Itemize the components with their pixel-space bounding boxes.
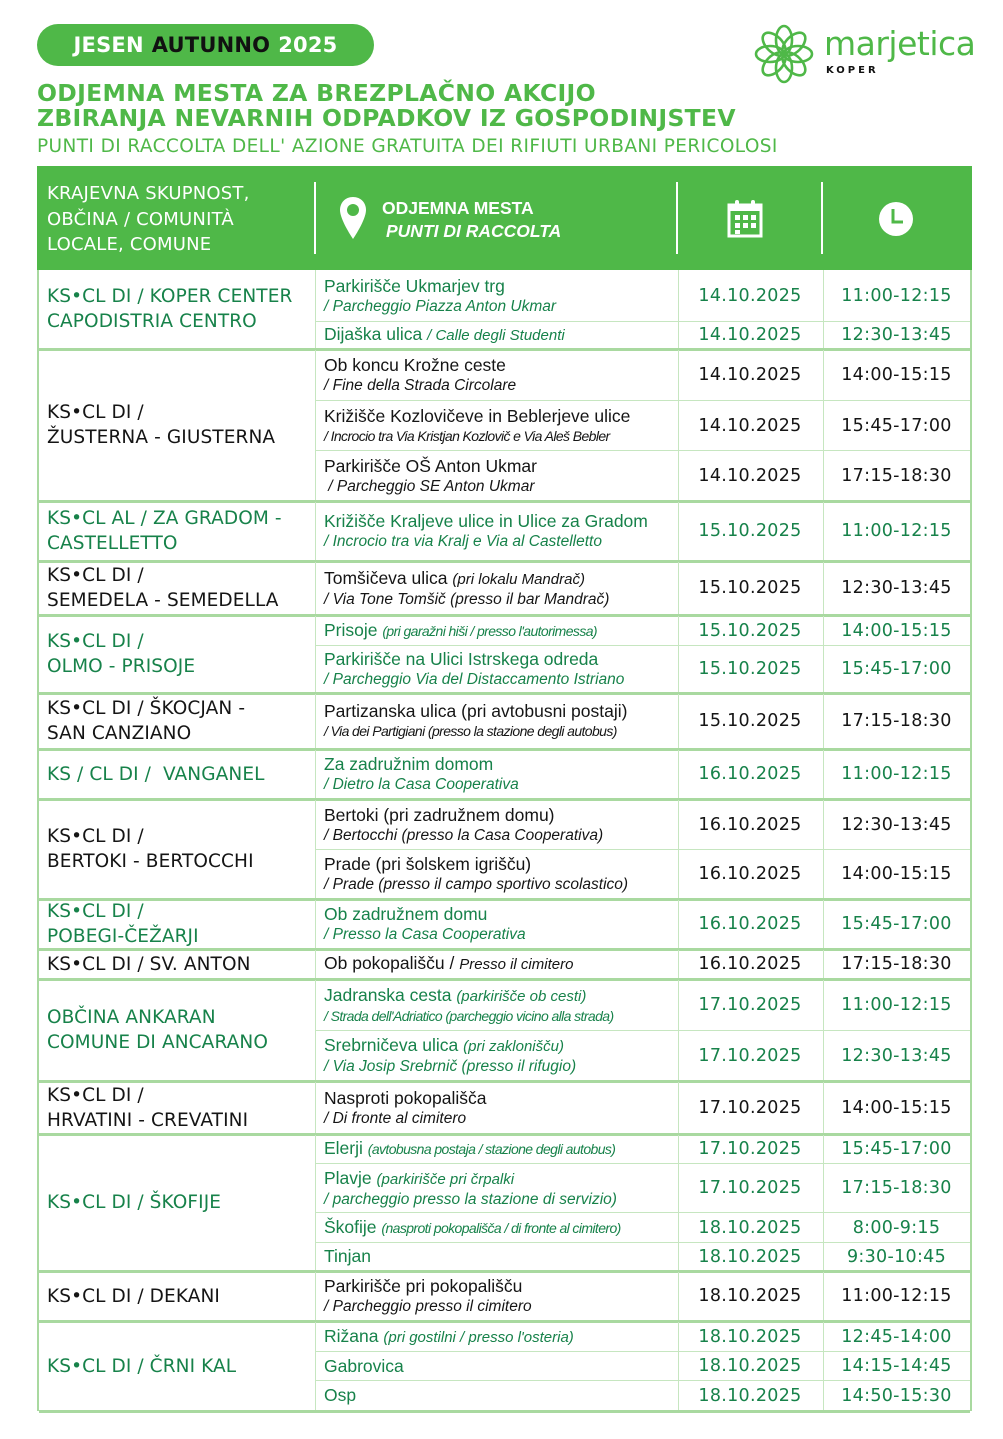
area-group <box>39 900 970 951</box>
area-name <box>39 800 315 898</box>
collection-date: 18.10.2025 <box>698 1326 802 1347</box>
collection-date: 17.10.2025 <box>698 1178 802 1198</box>
place-primary <box>324 1385 676 1406</box>
table-row <box>316 1351 970 1380</box>
place-name-it: / Parcheggio Via del Distaccamento Istriano <box>324 671 625 688</box>
collection-date: 16.10.2025 <box>698 914 802 934</box>
collection-point <box>324 1352 676 1380</box>
place-primary <box>324 649 676 670</box>
place-primary <box>324 1246 676 1267</box>
table-row <box>316 849 970 898</box>
column-header-place-sl: ODJEMNA MESTA <box>382 198 534 218</box>
place-primary <box>324 854 676 875</box>
place-primary <box>324 985 676 1007</box>
place-name-it: / Presso la Casa Cooperativa <box>324 926 526 943</box>
place-name-sl: Parkirišče OŠ Anton Ukmar <box>324 455 537 476</box>
season-badge <box>37 24 374 66</box>
title-sl-line1: ODJEMNA MESTA ZA BREZPLAČNO AKCIJO <box>37 79 596 107</box>
place-primary <box>324 324 676 346</box>
collection-point <box>324 850 676 898</box>
collection-date: 14.10.2025 <box>698 325 802 345</box>
collection-point <box>324 750 676 798</box>
area-group <box>39 694 970 751</box>
area-name <box>39 900 315 948</box>
area-group <box>39 950 970 981</box>
collection-date: 14.10.2025 <box>698 365 802 385</box>
area-group <box>39 1082 970 1136</box>
place-name-sl: Ob zadružnem domu <box>324 904 488 924</box>
place-name-it: / Incrocio tra Via Kristjan Kozlovič e Via Aleš Bebler <box>324 427 610 444</box>
area-group <box>39 800 970 901</box>
area-name-line: KS•CL DI / ŠKOFIJE <box>47 1192 222 1213</box>
place-name-it: / Strada dell'Adriatico (parcheggio vicino alla strada) <box>324 1007 614 1024</box>
place-primary <box>324 1217 676 1239</box>
collection-time: 14:50-15:30 <box>841 1385 952 1406</box>
collection-time: 12:30-13:45 <box>841 814 952 835</box>
place-primary <box>324 904 676 925</box>
place-name-it: / Fine della Strada Circolare <box>324 377 517 394</box>
place-note: (parkirišče ob cesti) <box>456 987 587 1005</box>
collection-date: 17.10.2025 <box>698 1139 802 1159</box>
place-primary <box>324 276 676 297</box>
place-name-it: / Dietro la Casa Cooperativa <box>324 776 519 793</box>
table-row <box>316 502 970 560</box>
collection-time: 12:30-13:45 <box>841 578 952 598</box>
collection-time: 11:00-12:15 <box>841 764 952 784</box>
collection-date: 14.10.2025 <box>698 285 802 306</box>
collection-time: 15:45-17:00 <box>841 415 952 436</box>
place-name-it: / Parcheggio presso il cimitero <box>324 1298 532 1315</box>
place-name-sl: Parkirišče Ukmarjev trg <box>324 275 505 296</box>
place-name-sl: Križišče Kozlovičeve in Beblerjeve ulice <box>324 405 631 426</box>
collection-date: 15.10.2025 <box>698 659 802 679</box>
place-primary <box>324 1138 676 1160</box>
collection-date: 14.10.2025 <box>698 465 802 486</box>
collection-point <box>324 900 676 948</box>
place-note: (pri zaklonišču) <box>463 1038 564 1055</box>
place-name-sl: Partizanska ulica (pri avtobusni postaji) <box>324 701 628 721</box>
collection-point <box>324 1322 676 1351</box>
place-name-sl: Jadranska cesta <box>324 984 452 1005</box>
logo-subtitle: KOPER <box>826 65 879 76</box>
collection-time: 11:00-12:15 <box>841 521 952 541</box>
area-group <box>39 980 970 1083</box>
collection-point <box>324 1082 676 1133</box>
collection-point <box>324 350 676 400</box>
collection-point <box>324 694 676 748</box>
area-group <box>39 1322 970 1413</box>
table-row <box>316 750 970 798</box>
place-name-sl: Parkirišče na Ulici Istrskega odreda <box>324 649 599 669</box>
collection-date: 15.10.2025 <box>698 620 802 641</box>
place-note: (pri gostilni / presso l'osteria) <box>383 1328 574 1346</box>
collection-date: 15.10.2025 <box>698 578 802 598</box>
collection-point <box>324 270 676 321</box>
collection-time: 11:00-12:15 <box>841 995 952 1015</box>
place-primary <box>324 406 676 427</box>
area-name <box>39 1272 315 1320</box>
place-primary <box>324 754 676 775</box>
table-row <box>316 1082 970 1133</box>
area-name <box>39 1322 315 1410</box>
collection-date: 16.10.2025 <box>698 864 802 884</box>
collection-time: 14:00-15:15 <box>841 365 952 385</box>
collection-time: 12:30-13:45 <box>841 1045 952 1066</box>
collection-time: 17:15-18:30 <box>841 1178 952 1198</box>
collection-point <box>324 1031 676 1080</box>
table-row <box>316 1030 970 1080</box>
area-name <box>39 562 315 614</box>
collection-point <box>324 1272 676 1320</box>
collection-date: 16.10.2025 <box>698 954 802 974</box>
place-primary <box>324 620 676 642</box>
table-row <box>316 616 970 645</box>
collection-time: 12:30-13:45 <box>841 325 952 345</box>
area-group <box>39 350 970 503</box>
place-name-sl: Tomšičeva ulica <box>324 567 448 588</box>
collection-time: 14:00-15:15 <box>841 864 952 884</box>
collection-point <box>324 451 676 500</box>
area-name <box>39 750 315 798</box>
marjetica-logo <box>752 22 976 82</box>
area-name-line: KS•CL DI / <box>47 826 144 847</box>
area-name <box>39 1082 315 1133</box>
logo-wordmark: marjetica <box>824 24 976 63</box>
area-name-line: KS•CL AL / ZA GRADOM - <box>47 508 282 529</box>
collection-date: 18.10.2025 <box>698 1246 802 1267</box>
table-row <box>316 562 970 614</box>
collection-point <box>324 562 676 614</box>
collection-date: 16.10.2025 <box>698 814 802 835</box>
flower-icon <box>752 22 816 86</box>
collection-date: 18.10.2025 <box>698 1286 802 1306</box>
place-name-it: / Di fronte al cimitero <box>324 1109 467 1127</box>
collection-point <box>324 401 676 450</box>
place-note: (pri garažni hiši / presso l'autorimessa) <box>382 622 597 639</box>
place-name-sl: Tinjan <box>324 1246 372 1266</box>
area-group <box>39 750 970 801</box>
place-primary <box>324 1168 676 1190</box>
collection-time: 9:30-10:45 <box>846 1246 947 1267</box>
area-name-line: HRVATINI - CREVATINI <box>47 1109 249 1131</box>
area-name <box>39 950 315 978</box>
area-name-line: SAN CANZIANO <box>47 723 192 744</box>
area-name-line: KS•CL DI / KOPER CENTER <box>47 286 293 307</box>
collection-time: 8:00-9:15 <box>852 1217 941 1238</box>
area-name-line: KS•CL DI / <box>47 565 144 586</box>
table-row <box>316 980 970 1030</box>
season-it: AUTUNNO <box>151 33 271 57</box>
collection-date: 16.10.2025 <box>698 764 802 784</box>
place-name-sl: Prade (pri šolskem igrišču) <box>324 854 532 874</box>
place-primary <box>324 805 676 826</box>
table-row <box>316 400 970 450</box>
area-name <box>39 502 315 560</box>
area-name-line: KS•CL DI / SV. ANTON <box>47 953 251 975</box>
place-primary <box>324 1356 676 1377</box>
column-header-place-it: PUNTI DI RACCOLTA <box>386 221 562 241</box>
place-note: (nasproti pokopališča / di fronte al cimitero) <box>381 1219 621 1236</box>
collection-time: 17:15-18:30 <box>841 711 952 731</box>
collection-time: 15:45-17:00 <box>841 1139 952 1159</box>
collection-point <box>324 1135 676 1163</box>
map-pin-icon <box>339 196 367 240</box>
collection-date: 15.10.2025 <box>698 711 802 731</box>
place-primary <box>324 953 676 975</box>
area-name-line: BERTOKI - BERTOCCHI <box>47 851 254 872</box>
header-divider <box>676 182 678 254</box>
table-row <box>316 450 970 500</box>
collection-point <box>324 950 676 978</box>
area-name-line: COMUNE DI ANCARANO <box>47 1032 268 1053</box>
season-sl: JESEN <box>73 33 144 57</box>
area-name-line: KS•CL DI / <box>47 901 144 922</box>
table-row <box>316 1163 970 1212</box>
table-row <box>316 950 970 978</box>
table-row <box>316 1135 970 1163</box>
place-name-sl: Ob pokopališču / <box>324 953 455 973</box>
collection-date: 17.10.2025 <box>698 1045 802 1066</box>
table-row <box>316 694 970 748</box>
area-name <box>39 694 315 748</box>
place-name-sl: Prisoje <box>324 619 378 640</box>
place-note: (avtobusna postaja / stazione degli autobus) <box>367 1141 616 1157</box>
area-name-line: POBEGI-ČEŽARJI <box>47 926 199 947</box>
collection-point <box>324 1213 676 1242</box>
place-name-it: / Incrocio tra via Kralj e Via al Castelletto <box>324 533 602 550</box>
season-year: 2025 <box>278 33 338 57</box>
table-row <box>316 800 970 849</box>
place-name-sl: Elerji <box>324 1138 363 1158</box>
place-primary <box>324 456 676 477</box>
column-header-area-line2: OBČINA / COMUNITÀ <box>47 208 234 230</box>
collection-time: 17:15-18:30 <box>841 465 952 486</box>
table-row <box>316 1212 970 1242</box>
area-name-line: ŽUSTERNA - GIUSTERNA <box>47 427 276 448</box>
area-name-line: OLMO - PRISOJE <box>47 656 196 677</box>
area-name-line: KS•CL DI / DEKANI <box>47 1285 220 1307</box>
header-divider <box>821 182 823 254</box>
place-primary <box>324 1035 676 1057</box>
area-name-line: CAPODISTRIA CENTRO <box>47 311 257 332</box>
area-name-line: KS•CL DI / ŠKOCJAN - <box>47 698 246 719</box>
place-note: (parkirišče pri črpalki <box>376 1170 515 1188</box>
collection-date: 17.10.2025 <box>698 995 802 1015</box>
area-name-line: SEMEDELA - SEMEDELLA <box>47 590 279 611</box>
column-header-area <box>47 181 250 258</box>
place-primary <box>324 1088 676 1109</box>
title-it: PUNTI DI RACCOLTA DELL' AZIONE GRATUITA DEI RIFIUTI URBANI PERICOLOSI <box>37 136 778 157</box>
area-name <box>39 980 315 1080</box>
table-row <box>316 321 970 348</box>
collection-time: 17:15-18:30 <box>841 954 952 974</box>
place-name-sl: Gabrovica <box>324 1355 404 1376</box>
place-note: (pri lokalu Mandrač) <box>452 570 585 588</box>
table-row <box>316 900 970 948</box>
collection-point <box>324 616 676 645</box>
collection-time: 14:15-14:45 <box>841 1356 952 1376</box>
table-row <box>316 645 970 692</box>
area-name-line: KS•CL DI / <box>47 1084 144 1106</box>
collection-date: 18.10.2025 <box>698 1385 802 1406</box>
collection-time: 14:00-15:15 <box>841 620 952 641</box>
place-primary <box>324 1276 676 1297</box>
collection-date: 15.10.2025 <box>698 521 802 541</box>
collection-time: 15:45-17:00 <box>841 659 952 679</box>
collection-point <box>324 1164 676 1212</box>
collection-point <box>324 502 676 560</box>
collection-date: 14.10.2025 <box>698 415 802 436</box>
collection-point <box>324 980 676 1030</box>
place-name-sl: Parkirišče pri pokopališču <box>324 1276 523 1296</box>
area-name-line: KS / CL DI / VANGANEL <box>47 763 265 785</box>
place-name-sl: Plavje <box>324 1167 372 1188</box>
place-name-sl: Bertoki (pri zadružnem domu) <box>324 804 555 825</box>
place-primary <box>324 701 676 722</box>
place-name-it: / parcheggio presso la stazione di servizio) <box>324 1190 617 1208</box>
place-name-it: / Parcheggio SE Anton Ukmar <box>324 477 535 495</box>
calendar-icon <box>727 198 763 238</box>
collection-date: 18.10.2025 <box>698 1217 802 1238</box>
area-group <box>39 1135 970 1273</box>
area-group <box>39 616 970 695</box>
place-name-sl: Srebrničeva ulica <box>324 1035 459 1055</box>
collection-date: 18.10.2025 <box>698 1356 802 1376</box>
place-primary <box>324 511 676 532</box>
collection-date: 17.10.2025 <box>698 1097 802 1118</box>
collection-time: 11:00-12:15 <box>841 285 952 306</box>
area-name-line: KS•CL DI / <box>47 631 144 652</box>
collection-time: 14:00-15:15 <box>841 1097 952 1118</box>
table-header <box>37 166 972 270</box>
place-name-it: / Bertocchi (presso la Casa Cooperativa) <box>324 826 604 844</box>
header-divider <box>314 182 316 254</box>
collection-point <box>324 1243 676 1270</box>
collection-points-table <box>37 166 972 1411</box>
place-name-it: / Via Josip Srebrnič (presso il rifugio) <box>324 1058 577 1075</box>
place-note: Presso il cimitero <box>459 956 574 973</box>
place-name-sl: Osp <box>324 1385 357 1405</box>
table-row <box>316 1380 970 1410</box>
area-name <box>39 616 315 692</box>
collection-point <box>324 322 676 348</box>
title-sl-line2: ZBIRANJA NEVARNIH ODPADKOV IZ GOSPODINJSTEV <box>37 104 736 132</box>
collection-time: 11:00-12:15 <box>841 1286 952 1306</box>
table-row <box>316 350 970 400</box>
area-group <box>39 502 970 563</box>
column-header-area-line1: KRAJEVNA SKUPNOST, <box>47 183 250 204</box>
area-group <box>39 270 970 351</box>
area-group <box>39 562 970 617</box>
area-name <box>39 1135 315 1270</box>
place-name-sl: Rižana <box>324 1325 379 1346</box>
table-row <box>316 270 970 321</box>
table-row <box>316 1322 970 1351</box>
area-group <box>39 1272 970 1323</box>
collection-point <box>324 800 676 849</box>
place-note: / Calle degli Studenti <box>427 327 565 344</box>
collection-time: 15:45-17:00 <box>841 914 952 934</box>
place-name-it: / Parcheggio Piazza Anton Ukmar <box>324 297 557 315</box>
area-name <box>39 270 315 348</box>
place-name-it: / Via dei Partigiani (presso la stazione degli autobus) <box>324 723 617 739</box>
collection-time: 12:45-14:00 <box>841 1326 952 1347</box>
table-row <box>316 1242 970 1270</box>
place-name-sl: Dijaška ulica <box>324 324 423 344</box>
collection-point <box>324 646 676 692</box>
area-name-line: KS•CL DI / ČRNI KAL <box>47 1355 237 1377</box>
place-primary <box>324 355 676 376</box>
place-name-it: / Via Tone Tomšič (presso il bar Mandrač) <box>324 590 610 608</box>
place-name-it: / Prade (presso il campo sportivo scolastico) <box>324 876 629 893</box>
place-name-sl: Škofije <box>324 1216 377 1237</box>
table-row <box>316 1272 970 1320</box>
place-name-sl: Nasproti pokopališča <box>324 1087 487 1108</box>
place-primary <box>324 1326 676 1348</box>
collection-point <box>324 1381 676 1410</box>
place-name-sl: Križišče Kraljeve ulice in Ulice za Gradom <box>324 511 648 531</box>
area-name-line: KS•CL DI / <box>47 402 144 423</box>
column-header-area-line3: LOCALE, COMUNE <box>47 234 212 255</box>
place-primary <box>324 568 676 590</box>
area-name <box>39 350 315 500</box>
clock-icon <box>878 201 914 237</box>
place-name-sl: Za zadružnim domom <box>324 754 494 774</box>
area-name-line: CASTELLETTO <box>47 533 178 554</box>
area-name-line: OBČINA ANKARAN <box>47 1007 216 1028</box>
place-name-sl: Ob koncu Krožne ceste <box>324 355 506 375</box>
